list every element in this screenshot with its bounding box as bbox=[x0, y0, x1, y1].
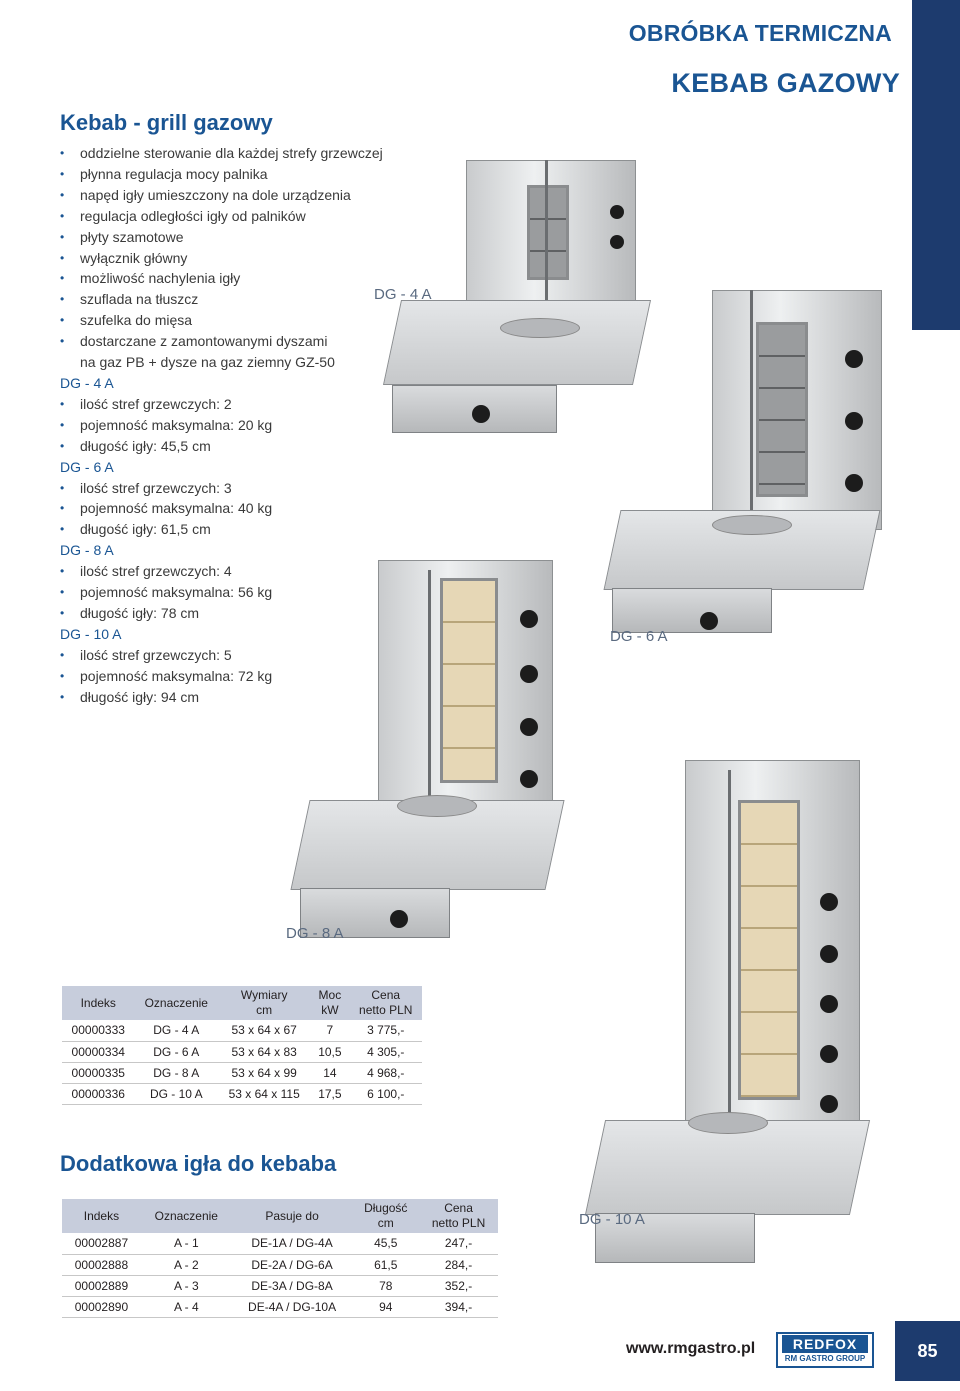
model-heading: DG - 8 A bbox=[60, 542, 114, 559]
list-item: • ilość stref grzewczych: 4 bbox=[60, 561, 390, 582]
table-row: 00002890 A - 4 DE-4A / DG-10A 94 394,- bbox=[62, 1296, 498, 1317]
list-item: • napęd igły umieszczony na dole urządzenia bbox=[60, 185, 390, 206]
table-header: Oznaczenie bbox=[141, 1199, 232, 1233]
page-edge-tab bbox=[912, 0, 960, 330]
caption-dg4a: DG - 4 A bbox=[374, 286, 432, 303]
table-row: 00000335 DG - 8 A 53 x 64 x 99 14 4 968,- bbox=[62, 1062, 422, 1083]
list-item: • dostarczane z zamontowanymi dyszami bbox=[60, 331, 390, 352]
list-item: • szufelka do mięsa bbox=[60, 310, 390, 331]
table-header: Długość cm bbox=[352, 1199, 419, 1233]
list-item: • ilość stref grzewczych: 3 bbox=[60, 478, 390, 499]
list-item: • regulacja odległości igły od palników bbox=[60, 206, 390, 227]
model-heading: DG - 6 A bbox=[60, 458, 114, 475]
table-row: 00002888 A - 2 DE-2A / DG-6A 61,5 284,- bbox=[62, 1254, 498, 1275]
feature-list bbox=[60, 143, 390, 707]
needle-table bbox=[62, 1199, 498, 1318]
table-header: Moc kW bbox=[310, 986, 349, 1020]
page-title: Kebab - grill gazowy bbox=[60, 110, 273, 135]
list-item: • ilość stref grzewczych: 2 bbox=[60, 394, 390, 415]
list-item: • płynna regulacja mocy palnika bbox=[60, 164, 390, 185]
list-item: • płyty szamotowe bbox=[60, 227, 390, 248]
section-title: OBRÓBKA TERMICZNA bbox=[628, 20, 892, 46]
caption-dg8a: DG - 8 A bbox=[286, 925, 344, 942]
list-item: • oddzielne sterowanie dla każdej strefy grzewczej bbox=[60, 143, 390, 164]
list-item: • pojemność maksymalna: 20 kg bbox=[60, 415, 390, 436]
list-item: • szuflada na tłuszcz bbox=[60, 289, 390, 310]
table-header: Pasuje do bbox=[232, 1199, 353, 1233]
table-header: Indeks bbox=[62, 1199, 141, 1233]
list-item: • pojemność maksymalna: 72 kg bbox=[60, 666, 390, 687]
list-item: • pojemność maksymalna: 40 kg bbox=[60, 498, 390, 519]
page-number: 85 bbox=[895, 1321, 960, 1381]
table-row: 00000336 DG - 10 A 53 x 64 x 115 17,5 6 100,- bbox=[62, 1083, 422, 1104]
list-item: • długość igły: 94 cm bbox=[60, 687, 390, 708]
list-item: • ilość stref grzewczych: 5 bbox=[60, 645, 390, 666]
table-header: Oznaczenie bbox=[135, 986, 219, 1020]
model-heading: DG - 4 A bbox=[60, 374, 114, 391]
table-row: 00002887 A - 1 DE-1A / DG-4A 45,5 247,- bbox=[62, 1233, 498, 1254]
caption-dg10a: DG - 10 A bbox=[579, 1211, 645, 1228]
table-header: Indeks bbox=[62, 986, 135, 1020]
table-row: 00000333 DG - 4 A 53 x 64 x 67 7 3 775,- bbox=[62, 1020, 422, 1041]
table-row: 00000334 DG - 6 A 53 x 64 x 83 10,5 4 305,- bbox=[62, 1041, 422, 1062]
list-item: • długość igły: 78 cm bbox=[60, 603, 390, 624]
list-item: • wyłącznik główny bbox=[60, 248, 390, 269]
list-item: • długość igły: 45,5 cm bbox=[60, 436, 390, 457]
list-item: • długość igły: 61,5 cm bbox=[60, 519, 390, 540]
table-header: Wymiary cm bbox=[218, 986, 310, 1020]
model-heading: DG - 10 A bbox=[60, 625, 122, 642]
list-item: na gaz PB + dysze na gaz ziemny GZ-50 bbox=[80, 354, 335, 371]
price-table bbox=[62, 986, 422, 1105]
table-row: 00002889 A - 3 DE-3A / DG-8A 78 352,- bbox=[62, 1275, 498, 1296]
website-link[interactable]: www.rmgastro.pl bbox=[626, 1340, 756, 1357]
table-header: Cena netto PLN bbox=[349, 986, 422, 1020]
table-header: Cena netto PLN bbox=[419, 1199, 498, 1233]
category-title: KEBAB GAZOWY bbox=[671, 68, 900, 98]
caption-dg6a: DG - 6 A bbox=[610, 628, 668, 645]
list-item: • pojemność maksymalna: 56 kg bbox=[60, 582, 390, 603]
redfox-logo: REDFOX RM GASTRO GROUP bbox=[776, 1332, 874, 1368]
list-item: • możliwość nachylenia igły bbox=[60, 268, 390, 289]
section-heading-needle: Dodatkowa igła do kebaba bbox=[60, 1151, 337, 1176]
